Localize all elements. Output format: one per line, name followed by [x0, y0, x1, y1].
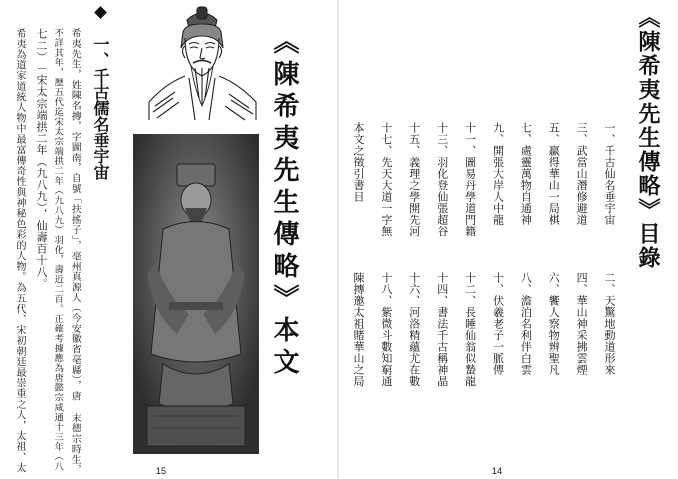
toc-entry: 十六、河洛精蘊尤在數: [407, 272, 421, 387]
diamond-bullet-icon: [94, 6, 107, 19]
toc-entry: 七、處靈萬物自通神: [519, 122, 533, 226]
toc-entry: 五、贏得華山一局棋: [547, 122, 561, 226]
section-heading: 一、千古儒名垂宇宙: [91, 36, 110, 180]
toc-entry: 本文之徵引書目: [352, 122, 366, 203]
page-number-right: 14: [492, 466, 503, 476]
toc-entry: 十一、圖易丹學道門籍: [463, 122, 477, 237]
toc-entry: 陳摶邀太祖賭華山之局: [352, 272, 366, 387]
toc-entry: 一、千古仙名垂宇宙: [603, 122, 616, 226]
toc-entry: 十四、書法千古稱神晶: [435, 272, 449, 387]
body-text-column: 七二）－宋太宗端拱二年（九八九），仙壽百十八。: [35, 28, 48, 290]
toc-entry: 十三、羽化登仙張超谷: [435, 122, 449, 237]
main-title: 《陳希夷先生傳略》本文: [269, 28, 299, 380]
body-text-column: 希夷為道家道統人物中最富傳奇性與神秘色彩的人物。為五代、宋初朝廷最崇重之人，太祖、太: [14, 28, 25, 474]
toc-entry: 二、天驚地動道形來: [603, 272, 616, 376]
toc-entry: 六、饗人察物辨聖凡: [547, 272, 561, 376]
toc-entry: 九、開張大岸人中龍: [491, 122, 505, 226]
body-text-column: 希夷先生，姓陳名摶，字圖南，自號「扶搖子」，亳州真源人（今安徽省亳縣），唐 末德宗時生，: [69, 28, 81, 475]
body-text-column: 不詳其年，歷五代迄宋太宗端拱二年（九八九）羽化，壽近二百。正確考據應為唐懿宗咸通十三年（八: [52, 28, 64, 472]
toc-entry: 十、伏羲老子一脈傳: [491, 272, 505, 376]
section-heading-container: [92, 8, 108, 180]
toc-entry: 四、華山神采拂雲煙: [575, 272, 589, 376]
toc-entry: 十七、先天大道一字無: [379, 122, 393, 237]
statue-photo-image: [133, 134, 259, 454]
page-number-left: 15: [156, 466, 167, 476]
portrait-sketch-image: [145, 2, 260, 122]
toc-title: 《陳希夷先生傳略》目錄: [635, 6, 661, 270]
right-page: [339, 0, 678, 479]
toc-entry: 十八、紫微斗數知窮通: [379, 272, 393, 387]
toc-entry: 十二、長睡仙翁似蟄龍: [463, 272, 477, 387]
toc-entry: 八、澹泊名利伴白雲: [519, 272, 533, 376]
toc-entry: 三、武當山潛修避道: [575, 122, 589, 226]
toc-entry: 十五、義理之學開先河: [407, 122, 421, 237]
